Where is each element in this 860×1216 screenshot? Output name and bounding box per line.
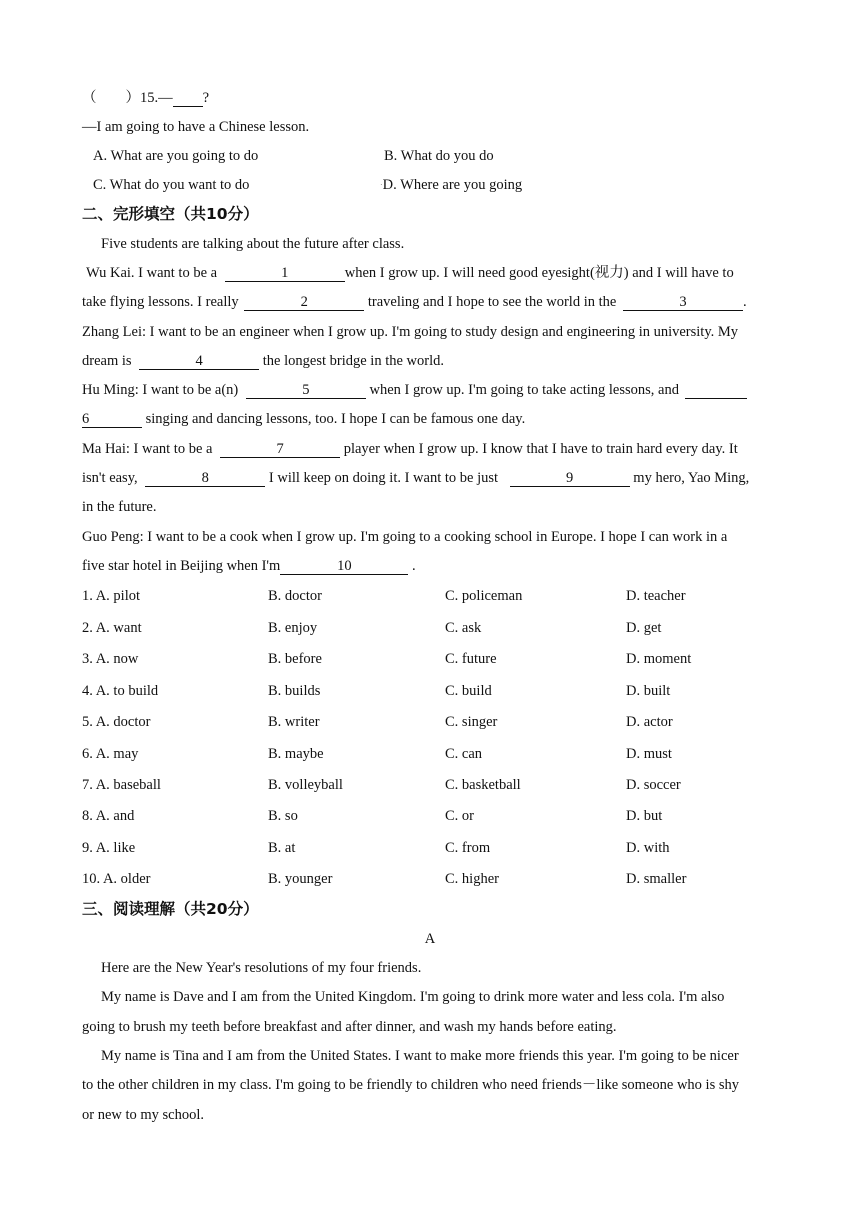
dave-paragraph-line2: going to brush my teeth before breakfast and after dinner, and wash my hands before eating. xyxy=(82,1019,617,1035)
blank-2: 2 xyxy=(244,294,364,311)
choice-row: 10. A. older B. younger C. higher D. smaller xyxy=(82,871,687,887)
blank-10: 10 xyxy=(280,558,408,575)
blank-3: 3 xyxy=(623,294,743,311)
tina-paragraph-line1: My name is Tina and I am from the United States. I want to make more friends this year. I'm going to be nicer xyxy=(101,1048,739,1064)
q15-option-d: ·D. Where are you going xyxy=(380,177,523,193)
question-15: （ ）15.— ? xyxy=(82,90,210,106)
passage-hu-ming-line1: Hu Ming: I want to be a(n) 5 when I grow up. I'm going to take acting lessons, and xyxy=(82,380,747,400)
passage-zhang-lei-line1: Zhang Lei: I want to be an engineer when I grow up. I'm going to study design and engineering in university. My xyxy=(82,324,739,340)
q15-option-b: B. What do you do xyxy=(384,148,494,164)
blank-1: 1 xyxy=(225,265,345,282)
choice-row: 8. A. and B. so C. or D. but xyxy=(82,808,663,824)
choice-row: 2. A. want B. enjoy C. ask D. get xyxy=(82,620,662,636)
choice-row: 3. A. now B. before C. future D. moment xyxy=(82,651,692,667)
blank-6: 6 xyxy=(82,411,142,428)
passage-wu-kai-line1: Wu Kai. I want to be a 1 when I grow up. I will need good eyesight(视力) and I will have to xyxy=(86,265,734,281)
passage-zhang-lei-line2: dream is 4 the longest bridge in the world. xyxy=(82,353,444,369)
tina-paragraph-line2: to the other children in my class. I'm going to be friendly to children who need friends－like someone who is shy xyxy=(82,1077,739,1093)
passage-ma-hai-line2: isn't easy, 8 I will keep on doing it. I want to be just 9 my hero, Yao Ming, xyxy=(82,470,750,486)
passage-wu-kai-line2: take flying lessons. I really 2 traveling and I hope to see the world in the 3 . xyxy=(82,294,747,310)
passage-guo-peng-line2: five star hotel in Beijing when I'm 10 . xyxy=(82,558,416,574)
q15-answer-line: —I am going to have a Chinese lesson. xyxy=(82,119,310,135)
tina-paragraph-line3: or new to my school. xyxy=(82,1107,205,1123)
choice-row: 9. A. like B. at C. from D. with xyxy=(82,840,670,856)
section3-intro: Here are the New Year's resolutions of my four friends. xyxy=(101,960,422,976)
passage-guo-peng-line1: Guo Peng: I want to be a cook when I grow up. I'm going to a cooking school in Europe. I hope I can work in a xyxy=(82,529,728,545)
choice-row: 4. A. to build B. builds C. build D. built xyxy=(82,683,671,699)
passage-label: A xyxy=(424,931,436,947)
choice-row: 6. A. may B. maybe C. can D. must xyxy=(82,746,672,762)
blank-6-start xyxy=(685,382,747,399)
question-number: 15.— xyxy=(140,90,173,106)
dave-paragraph-line1: My name is Dave and I am from the United Kingdom. I'm going to drink more water and less cola. I'm also xyxy=(101,989,725,1005)
answer-parenthesis: （ ） xyxy=(82,90,140,106)
q15-option-c: C. What do you want to do xyxy=(93,177,250,193)
section2-heading: 二、完形填空（共10分） xyxy=(82,205,259,223)
choice-row: 7. A. baseball B. volleyball C. basketball D. soccer xyxy=(82,777,681,793)
blank-8: 8 xyxy=(145,470,265,487)
blank-5: 5 xyxy=(246,382,366,399)
blank-7: 7 xyxy=(220,441,340,458)
passage-hu-ming-line2: 6 singing and dancing lessons, too. I hope I can be famous one day. xyxy=(82,411,526,427)
passage-ma-hai-line3: in the future. xyxy=(82,499,157,515)
q15-option-a: A. What are you going to do xyxy=(93,148,259,164)
blank-4: 4 xyxy=(139,353,259,370)
answer-blank xyxy=(173,90,203,107)
choice-row: 5. A. doctor B. writer C. singer D. actor xyxy=(82,714,673,730)
choice-row: 1. A. pilot B. doctor C. policeman D. teacher xyxy=(82,588,686,604)
section2-intro: Five students are talking about the future after class. xyxy=(101,236,405,252)
passage-ma-hai-line1: Ma Hai: I want to be a 7 player when I grow up. I know that I have to train hard every day. It xyxy=(82,441,738,457)
blank-9: 9 xyxy=(510,470,630,487)
section3-heading: 三、阅读理解（共20分） xyxy=(82,900,259,918)
